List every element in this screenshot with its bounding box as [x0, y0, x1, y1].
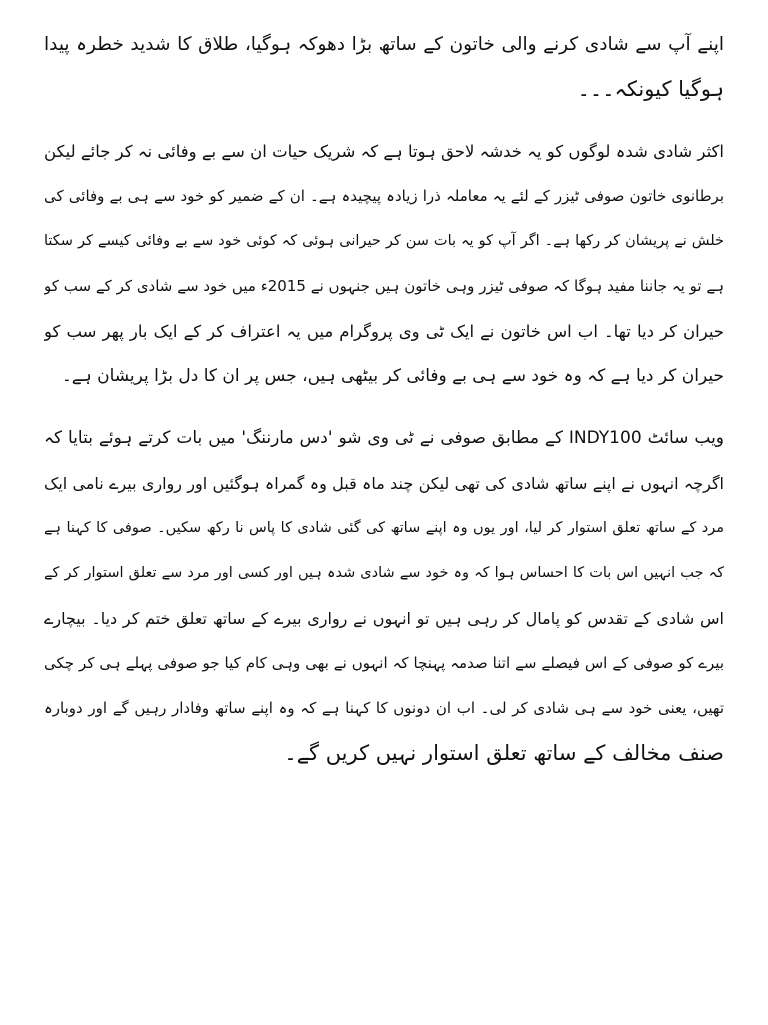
text-line: حیران کر دیا تھا۔ اب اس خاتون نے ایک ٹی وی پروگرام میں یہ اعتراف کر کے ایک بار پھر سب کو	[44, 322, 724, 341]
text-line: اکثر شادی شدہ لوگوں کو یہ خدشہ لاحق ہوتا ہے کہ شریک حیات ان سے بے وفائی نہ کر جائے لیکن	[44, 142, 724, 161]
text-line: حیران کر دیا ہے کہ وہ خود سے ہی بے وفائی کر بیٹھی ہیں، جس پر ان کا دل بڑا پریشان ہے۔	[61, 366, 724, 386]
paragraph-gap	[44, 112, 724, 129]
text-line: مرد کے ساتھ تعلق استوار کر لیا، اور یوں وہ اپنے ساتھ کی گئی شادی کا پاس نا رکھ سکیں۔ صوفی کا کہنا ہے	[44, 520, 724, 536]
text-line: ویب سائٹ INDY100 کے مطابق صوفی نے ٹی وی شو 'دس مارننگ' میں بات کرتے ہوئے بتایا کہ	[44, 428, 724, 448]
article-headline-paragraph	[44, 22, 724, 112]
text-line: تھیں، یعنی خود سے ہی شادی کر لی۔ اب ان دونوں کا کہنا ہے کہ وہ اپنے ساتھ وفادار رہیں گے اور دوبارہ	[44, 699, 724, 717]
text-line: اس شادی کے تقدس کو پامال کر رہی ہیں تو انہوں نے رواری بیرے کے ساتھ تعلق ختم کر دیا۔ بیچارے	[44, 609, 724, 628]
paragraph-gap	[44, 399, 724, 416]
text-line: برطانوی خاتون صوفی ٹیزر کے لئے یہ معاملہ ذرا زیادہ پیچیدہ ہے۔ ان کے ضمیر کو خود سے ہی بے وفائی کی	[44, 187, 724, 205]
text-line: خلش نے پریشان کر رکھا ہے۔ اگر آپ کو یہ بات سن کر حیرانی ہوئی کہ کوئی خود سے بے وفائی کیسے کر سکتا	[44, 233, 724, 249]
text-line: اگرچہ انہوں نے اپنے ساتھ شادی کی تھی لیکن چند ماہ قبل وہ گمراہ ہوگئیں اور رواری بیرے نامی ایک	[44, 474, 724, 493]
text-line: ہوگیا کیونکہ۔۔۔	[577, 77, 724, 101]
text-line: کہ جب انہیں اس بات کا احساس ہوا کہ وہ خود سے شادی شدہ ہیں اور کسی اور مرد سے تعلق استوار کر کے	[44, 565, 724, 581]
text-line: بیرے کو صوفی کے اس فیصلے سے اتنا صدمہ پہنچا کہ انہوں نے بھی وہی کام کیا جو صوفی پہلے ہی کر چکی	[44, 654, 724, 672]
article-paragraph	[44, 416, 724, 776]
text-line: صنف مخالف کے ساتھ تعلق استوار نہیں کریں گے۔	[284, 741, 724, 765]
text-line: اپنے آپ سے شادی کرنے والی خاتون کے ساتھ بڑا دھوکہ ہوگیا، طلاق کا شدید خطرہ پیدا	[44, 34, 724, 55]
text-line: ہے تو یہ جاننا مفید ہوگا کہ صوفی ٹیزر وہی خاتون ہیں جنہوں نے 2015ء میں خود سے شادی کر کے سب کو	[44, 277, 724, 295]
article-paragraph	[44, 129, 724, 399]
